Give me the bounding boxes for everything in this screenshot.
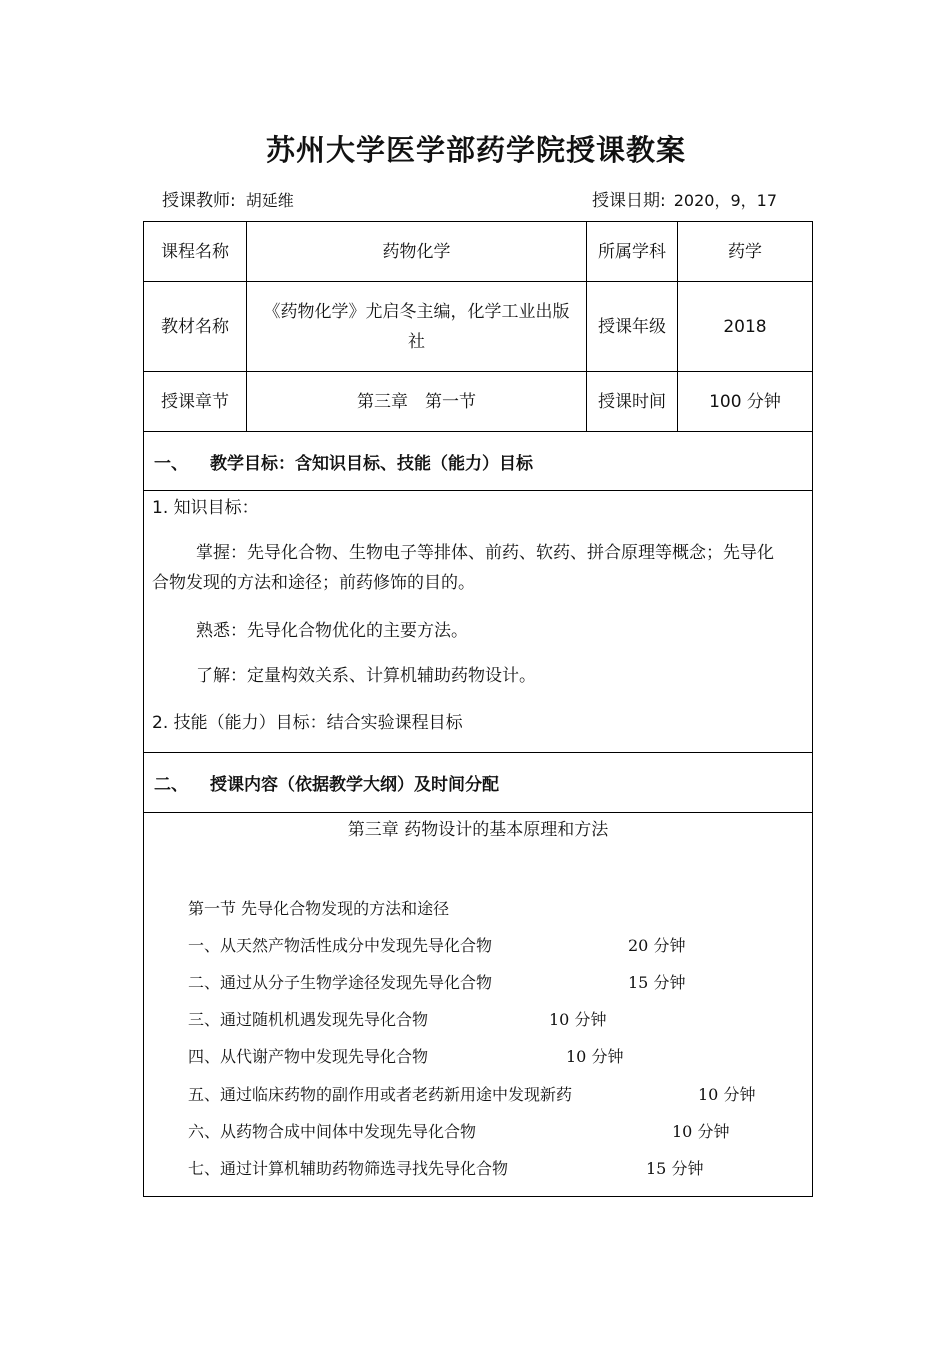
schedule-topic: 一、从天然产物活性成分中发现先导化合物 — [188, 936, 493, 955]
teacher-label: 授课教师: — [162, 191, 236, 211]
date-label: 授课日期: — [592, 191, 666, 211]
schedule-topic: 四、从代谢产物中发现先导化合物 — [188, 1047, 429, 1066]
schedule-topic: 二、通过从分子生物学途径发现先导化合物 — [188, 973, 493, 992]
schedule-minutes: 10 分钟 — [698, 1085, 756, 1104]
schedule-minutes: 10 分钟 — [566, 1047, 624, 1066]
schedule-minutes: 10 分钟 — [549, 1010, 607, 1029]
section-number: 一、 — [154, 453, 188, 474]
lesson-plan-table — [143, 221, 813, 1197]
lesson-date: 2020，9，17 — [673, 191, 777, 210]
teacher-name: 胡延维 — [245, 191, 294, 210]
section-number: 二、 — [154, 775, 188, 795]
schedule-topic: 三、通过随机机遇发现先导化合物 — [188, 1010, 429, 1029]
master-goal: 掌握：先导化合物、生物电子等排体、前药、软药、拼合原理等概念；先导化 — [196, 543, 774, 563]
familiar-goal: 熟悉：先导化合物优化的主要方法。 — [196, 621, 468, 641]
document-title: 苏州大学医学部药学院授课教案 — [265, 133, 686, 167]
section-subtitle: 第一节 先导化合物发现的方法和途径 — [188, 899, 450, 918]
grade-label: 授课年级 — [598, 316, 666, 337]
discipline-label: 所属学科 — [598, 241, 666, 262]
textbook — [247, 282, 586, 371]
course-name-label: 课程名称 — [161, 241, 229, 262]
chapter: 第三章 第一节 — [357, 391, 476, 412]
chapter-title: 第三章 药物设计的基本原理和方法 — [347, 820, 609, 840]
textbook-label: 教材名称 — [161, 316, 229, 337]
row-divider — [144, 812, 812, 813]
knowledge-goal-heading: 1. 知识目标： — [152, 498, 259, 518]
master-goal-cont: 合物发现的方法和途径；前药修饰的目的。 — [152, 573, 475, 593]
schedule-minutes: 15 分钟 — [646, 1159, 704, 1178]
schedule-minutes: 10 分钟 — [672, 1122, 730, 1141]
duration-label: 授课时间 — [598, 391, 666, 412]
understand-goal: 了解：定量构效关系、计算机辅助药物设计。 — [196, 666, 536, 686]
schedule-minutes: 15 分钟 — [628, 973, 686, 992]
date-field — [592, 186, 777, 211]
textbook-line: 《药物化学》尤启冬主编，化学工业出版 — [263, 301, 570, 322]
section-title: 教学目标：含知识目标、技能（能力）目标 — [210, 453, 533, 474]
schedule-topic: 七、通过计算机辅助药物筛选寻找先导化合物 — [188, 1159, 509, 1178]
section-title: 授课内容（依据教学大纲）及时间分配 — [210, 775, 499, 795]
course-name: 药物化学 — [382, 241, 451, 262]
schedule-topic: 六、从药物合成中间体中发现先导化合物 — [188, 1122, 477, 1141]
schedule-minutes: 20 分钟 — [628, 936, 686, 955]
section-heading — [154, 753, 499, 812]
textbook-line: 社 — [408, 331, 425, 352]
chapter-label: 授课章节 — [161, 391, 229, 412]
teacher-field — [162, 186, 294, 211]
grade: 2018 — [723, 316, 767, 337]
schedule-topic: 五、通过临床药物的副作用或者老药新用途中发现新药 — [188, 1085, 573, 1104]
row-divider — [144, 490, 812, 491]
section-heading — [154, 432, 533, 490]
discipline: 药学 — [728, 241, 762, 262]
duration: 100 分钟 — [709, 391, 781, 412]
skill-goal: 2. 技能（能力）目标：结合实验课程目标 — [152, 713, 463, 733]
